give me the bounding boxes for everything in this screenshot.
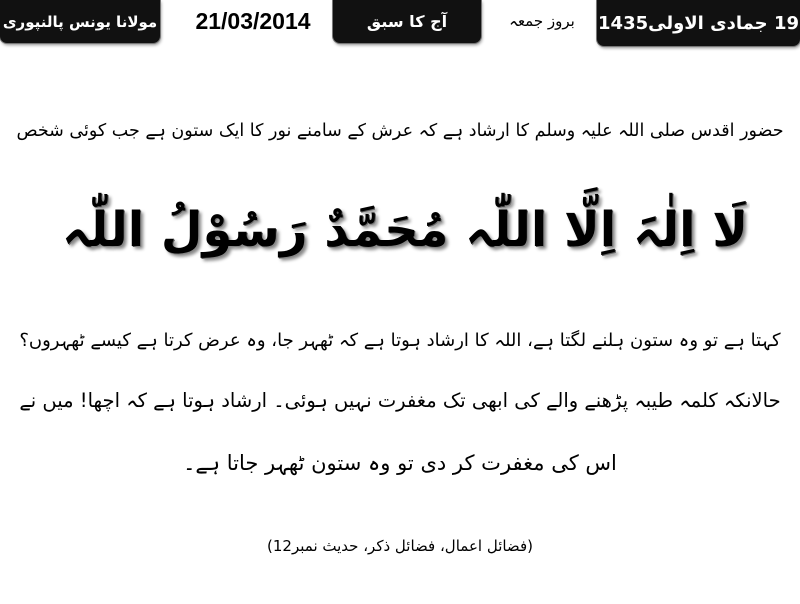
hijri-date-badge: [597, 0, 800, 46]
body-line: کہتا ہے تو وہ ستون ہلنے لگتا ہے، اللہ کا ارشاد ہوتا ہے کہ ٹھہر جا، وہ عرض کرتا ہے کیسے ٹھہروں؟: [19, 330, 781, 351]
hijri-date: 19 جمادی الاولی1435: [598, 12, 799, 34]
gregorian-date: 21/03/2014: [195, 8, 311, 34]
kalima-calligraphy: لَا اِلٰہَ اِلَّا اللّٰہ مُحَمَّدٌ رَسُوْلُ اللّٰہ: [62, 202, 748, 258]
weekday: بروز جمعہ: [509, 12, 575, 30]
body-line: حالانکہ کلمہ طیبہ پڑھنے والے کی ابھی تک مغفرت نہیں ہوئی۔ ارشاد ہوتا ہے کہ اچھا! میں نے: [19, 389, 781, 412]
lesson-label: آج کا سبق: [366, 12, 448, 31]
author-badge: [0, 0, 160, 43]
author-name: مولانا یونس پالنپوری: [2, 12, 158, 31]
body-line: اس کی مغفرت کر دی تو وہ ستون ٹھہر جاتا ہے۔: [183, 451, 617, 475]
lesson-badge: [333, 0, 481, 43]
hadith-reference: (فضائل اعمال، فضائل ذکر، حدیث نمبر12): [267, 537, 533, 555]
intro-line: حضور اقدس صلی اللہ علیہ وسلم کا ارشاد ہے کہ عرش کے سامنے نور کا ایک ستون ہے جب کوئی شخص: [16, 121, 784, 141]
